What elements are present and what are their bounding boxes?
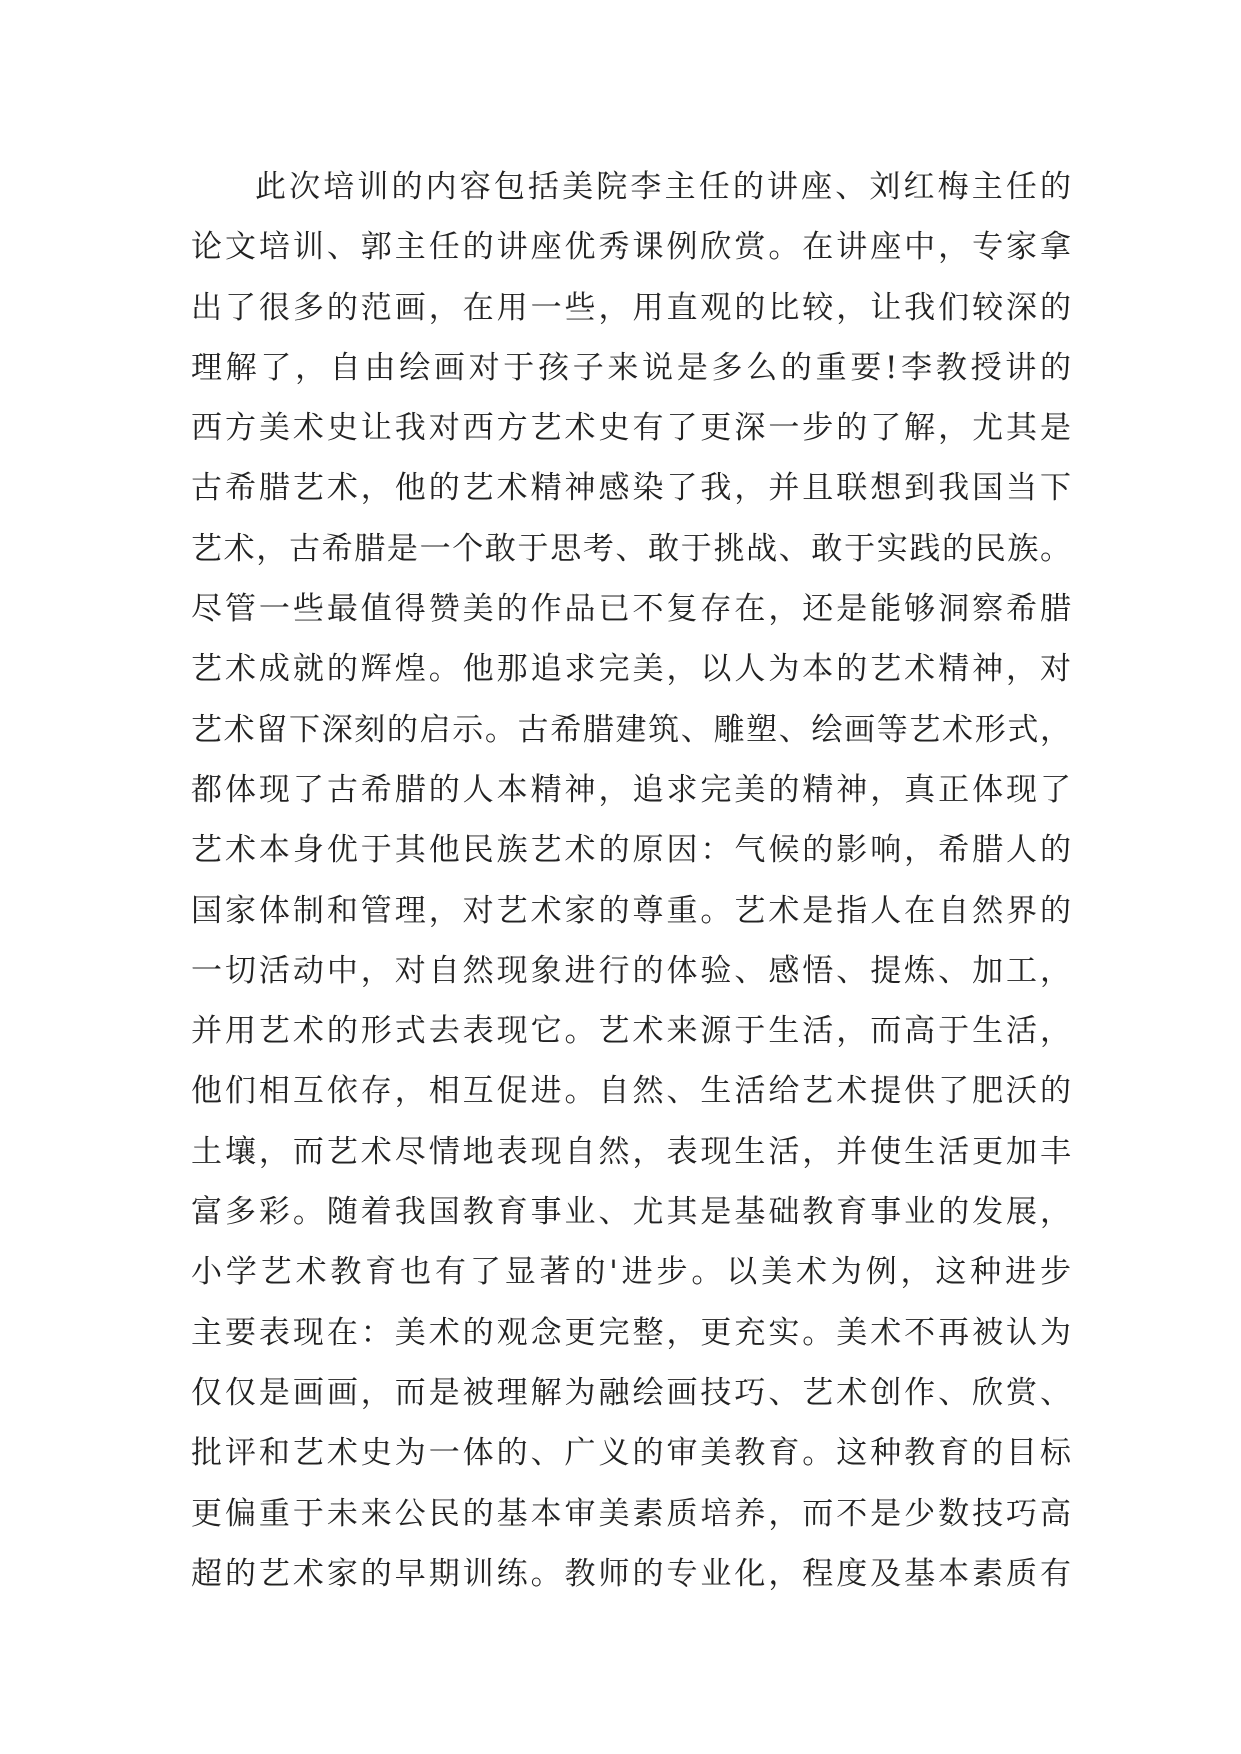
body-paragraph xyxy=(191,157,1071,1604)
text-line: 论文培训、郭主任的讲座优秀课例欣赏。在讲座中，专家拿 xyxy=(191,229,1071,266)
text-line: 艺术留下深刻的启示。古希腊建筑、雕塑、绘画等艺术形式， xyxy=(191,711,1071,748)
text-line: 仅仅是画画，而是被理解为融绘画技巧、艺术创作、欣赏、 xyxy=(191,1374,1071,1411)
text-line: 土壤，而艺术尽情地表现自然，表现生活，并使生活更加丰 xyxy=(191,1133,1071,1170)
text-line: 出了很多的范画，在用一些，用直观的比较，让我们较深的 xyxy=(191,289,1071,326)
text-line: 艺术，古希腊是一个敢于思考、敢于挑战、敢于实践的民族。 xyxy=(191,530,1071,567)
text-line: 艺术成就的辉煌。他那追求完美，以人为本的艺术精神，对 xyxy=(191,651,1071,688)
text-line: 超的艺术家的早期训练。教师的专业化，程度及基本素质有 xyxy=(191,1555,1071,1592)
text-line: 尽管一些最值得赞美的作品已不复存在，还是能够洞察希腊 xyxy=(191,591,1071,628)
text-line: 更偏重于未来公民的基本审美素质培养，而不是少数技巧高 xyxy=(191,1495,1071,1532)
text-line: 小学艺术教育也有了显著的'进步。以美术为例，这种进步 xyxy=(191,1254,1071,1291)
text-line: 国家体制和管理，对艺术家的尊重。艺术是指人在自然界的 xyxy=(191,892,1071,929)
text-line: 古希腊艺术，他的艺术精神感染了我，并且联想到我国当下 xyxy=(191,470,1071,507)
text-line: 理解了，自由绘画对于孩子来说是多么的重要!李教授讲的 xyxy=(191,349,1071,386)
text-line: 一切活动中，对自然现象进行的体验、感悟、提炼、加工， xyxy=(191,952,1071,989)
text-line: 富多彩。随着我国教育事业、尤其是基础教育事业的发展， xyxy=(191,1194,1071,1231)
text-line: 他们相互依存，相互促进。自然、生活给艺术提供了肥沃的 xyxy=(191,1073,1071,1110)
text-line: 并用艺术的形式去表现它。艺术来源于生活，而高于生活， xyxy=(191,1013,1071,1050)
text-line: 此次培训的内容包括美院李主任的讲座、刘红梅主任的 xyxy=(255,169,1071,205)
text-line: 批评和艺术史为一体的、广义的审美教育。这种教育的目标 xyxy=(191,1435,1071,1472)
text-line: 主要表现在：美术的观念更完整，更充实。美术不再被认为 xyxy=(191,1314,1071,1351)
text-line: 艺术本身优于其他民族艺术的原因：气候的影响，希腊人的 xyxy=(191,832,1071,869)
text-line: 都体现了古希腊的人本精神，追求完美的精神，真正体现了 xyxy=(191,771,1071,808)
text-line: 西方美术史让我对西方艺术史有了更深一步的了解，尤其是 xyxy=(191,410,1071,447)
